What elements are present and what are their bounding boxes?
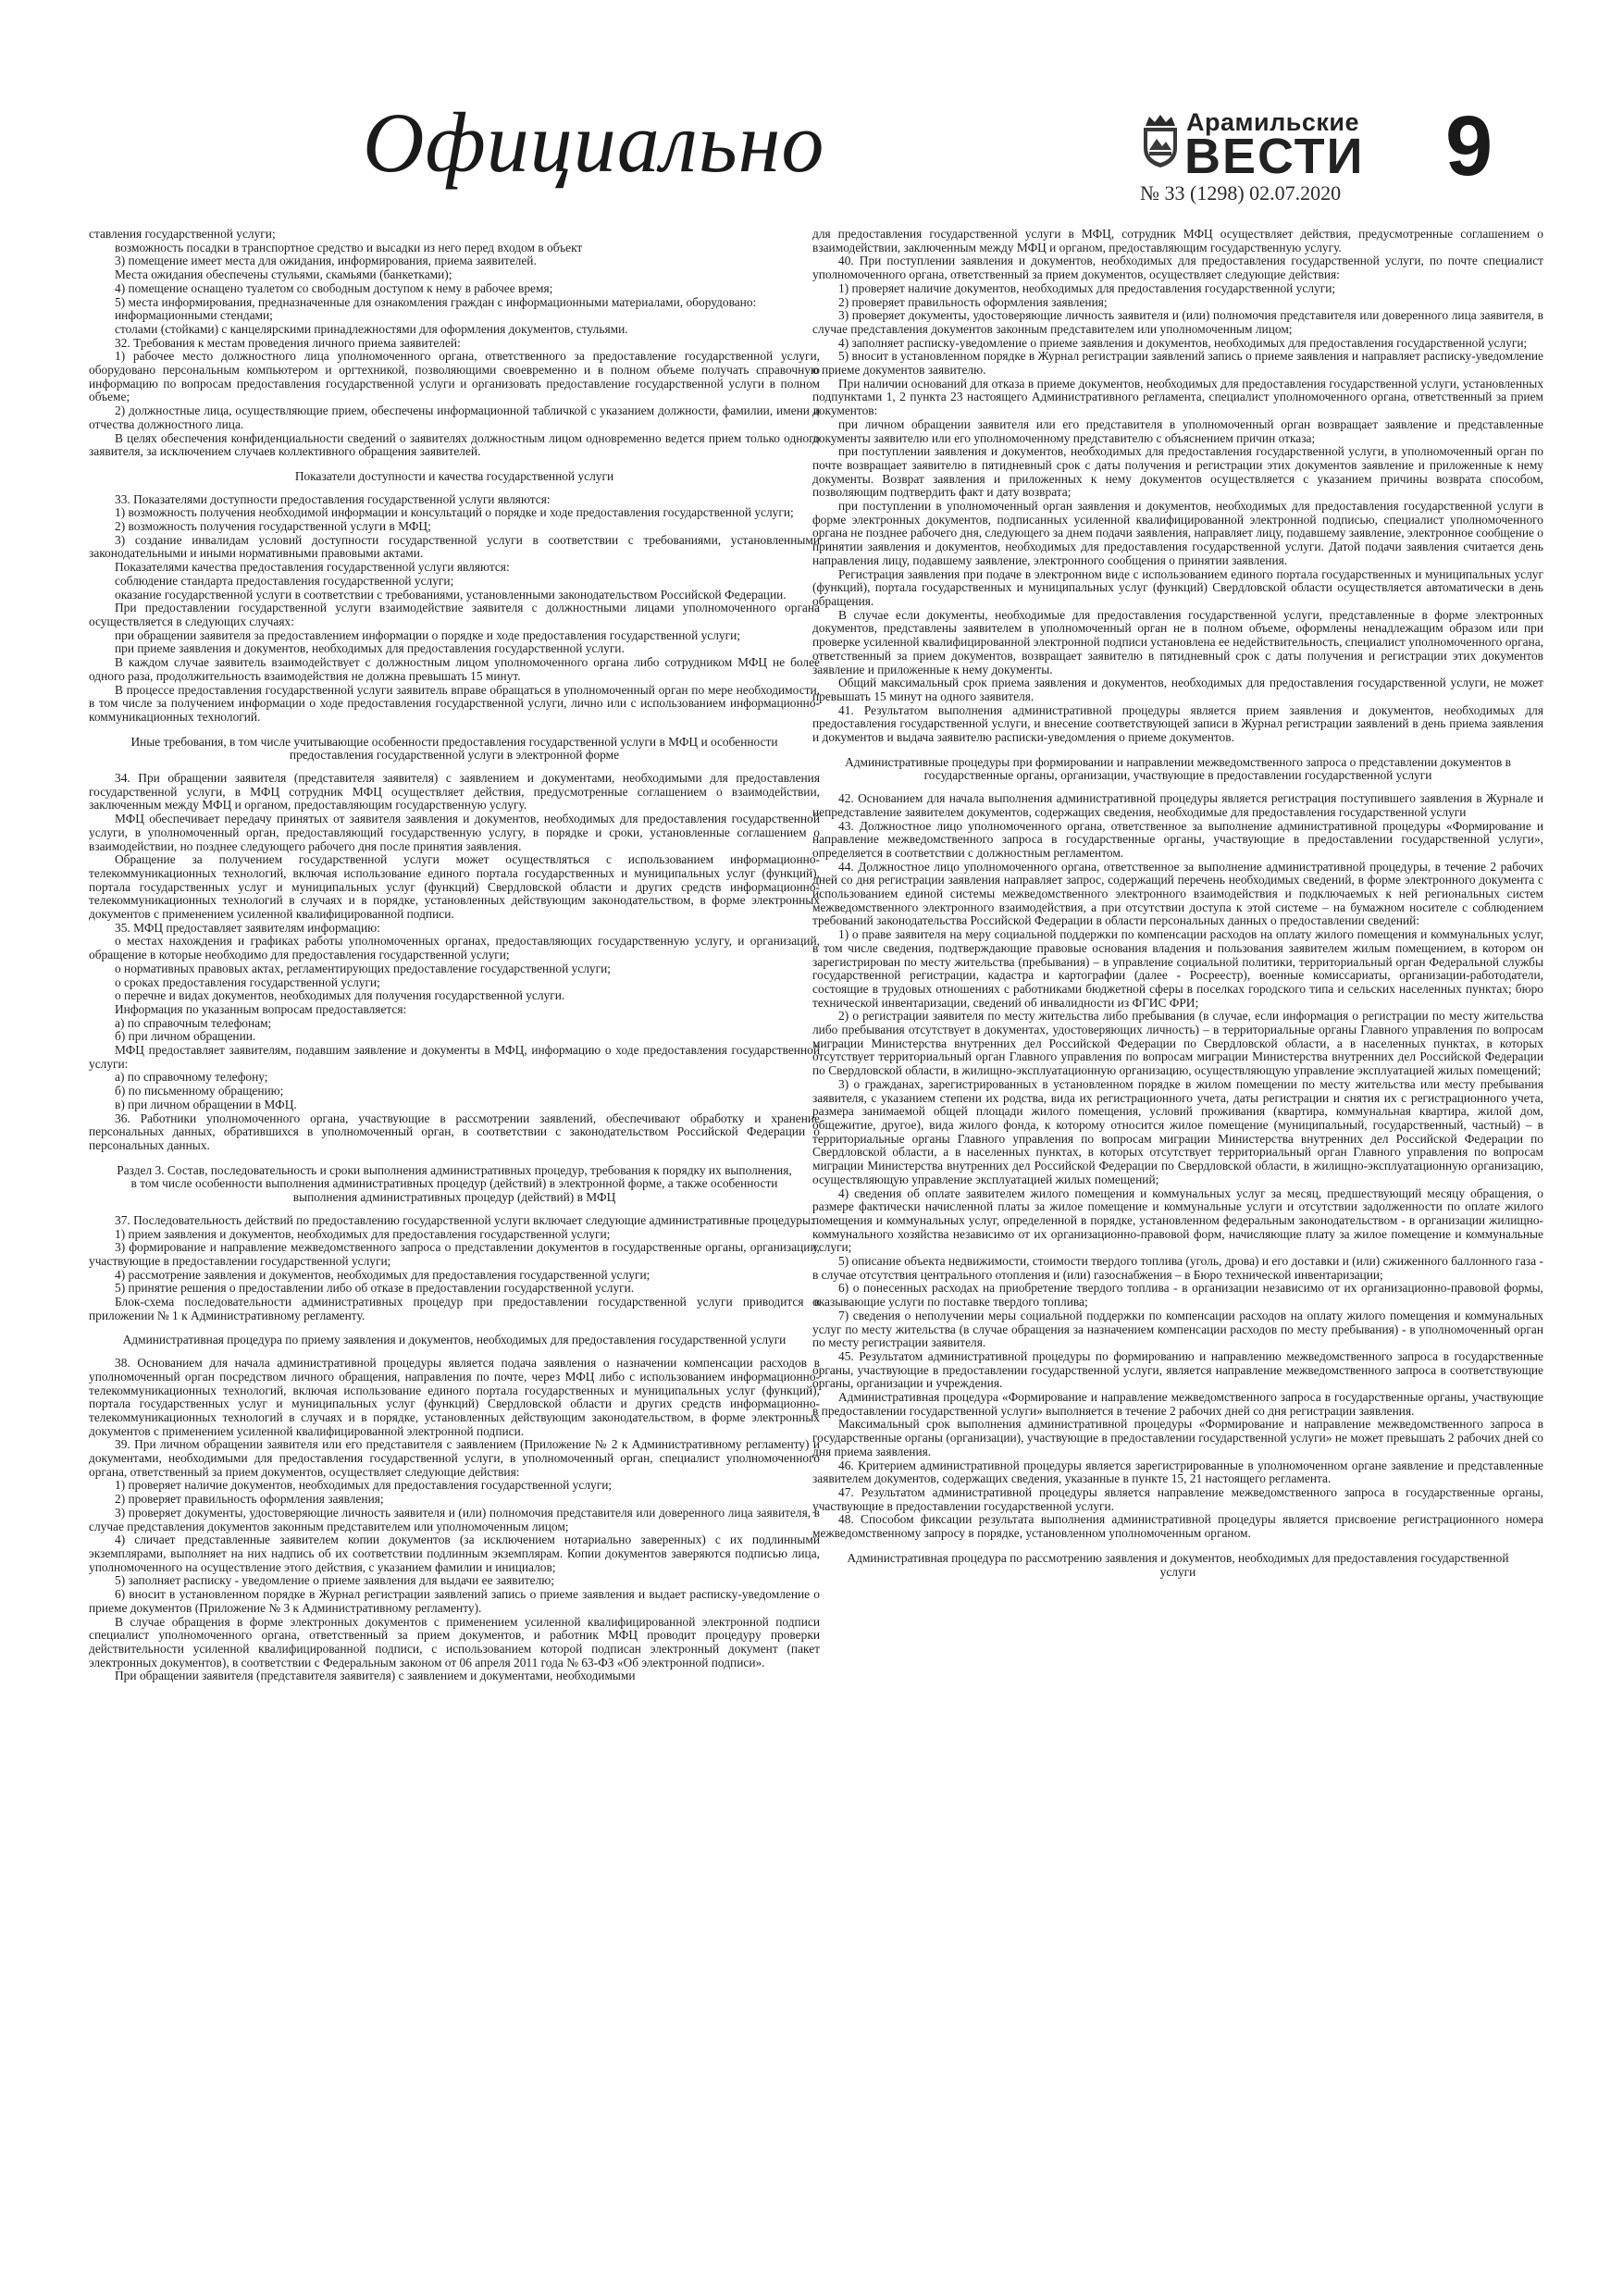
section-heading: Административная процедура по приему заявления и документов, необходимых для предоставления государственной услуги bbox=[122, 1333, 787, 1347]
paragraph: в) при личном обращении в МФЦ. bbox=[115, 1097, 297, 1111]
paragraph: 36. Работники уполномоченного органа, участвующие в рассмотрении заявлений, обеспечивают обработку и хранение персональных данных, обратившихся в уполномоченный орган, в соответствии с законодательством Российской Федерации о персональных данных. bbox=[89, 1111, 820, 1152]
left-column bbox=[89, 228, 820, 1683]
paragraph: информационными стендами; bbox=[115, 308, 273, 323]
paragraph: 4) помещение оснащено туалетом со свободным доступом к нему в рабочее время; bbox=[115, 280, 553, 295]
page-number: 9 bbox=[1445, 99, 1493, 193]
paragraph: 7) сведения о неполучении меры социальной поддержки по компенсации расходов на оплату жилого помещения и коммунальных услуг по месту жительства (в случае обращения за назначением компенсации расходов по месту пребывания) - в уполномоченный орган по месту регистрации заявителя. bbox=[812, 1308, 1543, 1350]
issue-number: № 33 (1298) 02.07.2020 bbox=[1140, 181, 1342, 205]
paragraph: 41. Результатом выполнения административной процедуры является прием заявления и документов, необходимых для предоставления государственной услуги, и внесение соответствующей записи в Журнал регистрации заявлений в день приема заявления и документов и выдача заявителю расписки-уведомления о приеме документов. bbox=[812, 702, 1543, 745]
paragraph: Максимальный срок выполнения административной процедуры «Формирование и направление межведомственного запроса в государственные органы (организации), участвующие в предоставлении государственной услуги» не может превышать 2 рабочих дней со дня приема заявления. bbox=[812, 1417, 1543, 1458]
paragraph: 2) возможность получения государственной услуги в МФЦ; bbox=[115, 519, 431, 534]
section-heading: Административные процедуры при формировании и направлении межведомственного запроса о представлении документов в государственные органы, организации, участвующие в предоставлении государственной услуги bbox=[845, 754, 1511, 783]
paragraph: 1) проверяет наличие документов, необходимых для предоставления государственной услуги; bbox=[838, 280, 1336, 295]
paragraph: о нормативных правовых актах, регламентирующих предоставление государственной услуги; bbox=[115, 961, 611, 975]
paragraph: 47. Результатом административной процедуры является направление межведомственного запроса в государственные органы, участвующие в предоставлении государственной услуги. bbox=[812, 1484, 1543, 1513]
paragraph: 48. Способом фиксации результата выполнения административной процедуры является присвоение регистрационного номера межведомственному запросу в порядке, установленном уполномоченным органом. bbox=[812, 1512, 1543, 1541]
paragraph: 5) описание объекта недвижимости, стоимости твердого топлива (уголь, дрова) и его доставки и (или) сжиженного баллонного газа - в случае отсутствия центрального отопления и (или) газоснабжения – в Бюро технической инвентаризации; bbox=[812, 1254, 1543, 1282]
paragraph: 1) возможность получения необходимой информации и консультаций о порядке и ходе предоставления государственной услуги; bbox=[115, 505, 794, 520]
paragraph: При наличии оснований для отказа в приеме документов, необходимых для предоставления государственной услуги, установленных подпунктами 1, 2 пункта 23 настоящего Административного регламента, специалист уполномоченного органа, ответственный за прием документов: bbox=[812, 376, 1543, 418]
paragraph: для предоставления государственной услуги в МФЦ, сотрудник МФЦ осуществляет действия, предусмотренные соглашением о взаимодействии, заключенным между МФЦ и органом, предоставляющим государственную услугу. bbox=[812, 227, 1543, 254]
paragraph: В процессе предоставления государственной услуги заявитель вправе обращаться в уполномоченный орган по мере необходимости, в том числе за получением информации о ходе предоставления государственной услуги, лично или с использованием информационно-коммуникационных технологий. bbox=[89, 682, 820, 724]
paragraph: б) при личном обращении. bbox=[115, 1029, 256, 1044]
paragraph: столами (стойками) с канцелярскими принадлежностями для оформления документов, стульями. bbox=[115, 321, 628, 336]
paragraph: В случае если документы, необходимые для предоставления государственной услуги, представленные в форме электронных документов, представлены заявителем в уполномоченный орган не в полном объеме, оформлены ненадлежащим образом или при проверке усиленной квалифицированной электронной подписи установлена ее недействительность, специалист уполномоченного органа, ответственный за прием документов, возвращает заявителю в пятидневный срок с даты получения и регистрации этих документов заявление и приложенные к нему документы. bbox=[812, 607, 1543, 676]
paragraph: о перечне и видах документов, необходимых для получения государственной услуги. bbox=[115, 988, 565, 1003]
paragraph: 1) рабочее место должностного лица уполномоченного органа, ответственного за предоставление государственной услуги, оборудовано персональным компьютером и оргтехникой, позволяющими своевременно и в полном объеме получать справочную информацию по вопросам предоставления государственной услуги и организовать предоставление государственной услуги в полном объеме; bbox=[89, 349, 820, 404]
paragraph: 46. Критерием административной процедуры является зарегистрированные в уполномоченном органе заявление и представленные заявителем документов, содержащих сведения, указанные в пункте 15, 21 настоящего регламента. bbox=[812, 1458, 1543, 1486]
paragraph: Места ожидания обеспечены стульями, скамьями (банкетками); bbox=[115, 267, 452, 282]
paragraph: Информация по указанным вопросам предоставляется: bbox=[115, 1001, 407, 1016]
paragraph: 3) проверяет документы, удостоверяющие личность заявителя и (или) полномочия представителя или доверенного лица заявителя, в случае представления документов законным представителем или уполномоченным лицом; bbox=[89, 1505, 820, 1533]
paragraph: 33. Показателями доступности предоставления государственной услуги являются: bbox=[115, 491, 551, 506]
paragraph: 43. Должностное лицо уполномоченного органа, ответственное за выполнение административной процедуры «Формирование и направление межведомственного запроса в государственные органы, участвующие в предоставлении государственной услуги», определяется в соответствии с должностным регламентом. bbox=[812, 818, 1543, 860]
page-header bbox=[0, 0, 1623, 215]
right-column bbox=[812, 228, 1543, 1588]
paragraph: 2) должностные лица, осуществляющие прием, обеспечены информационной табличкой с указанием должности, фамилии, имени и отчества должностного лица. bbox=[89, 403, 820, 431]
paragraph: при приеме заявления и документов, необходимых для предоставления государственной услуги. bbox=[115, 641, 625, 656]
paragraph: 6) о понесенных расходах на приобретение твердого топлива - в организации независимо от их организационно-правовой формы, оказывающие услуги по поставке твердого топлива; bbox=[812, 1281, 1543, 1309]
paragraph: При предоставлении государственной услуги взаимодействие заявителя с должностными лицами уполномоченного органа осуществляется в следующих случаях: bbox=[89, 601, 820, 628]
paragraph: оказание государственной услуги в соответствии с требованиями, установленными законодательством Российской Федерации. bbox=[115, 587, 787, 602]
paragraph: 2) проверяет правильность оформления заявления; bbox=[838, 294, 1108, 309]
paragraph: 2) проверяет правильность оформления заявления; bbox=[115, 1492, 384, 1507]
paragraph: 2) о регистрации заявителя по месту жительства либо пребывания (в случае, если информация о регистрации по месту жительства либо пребывания отсутствует в документах, удостоверяющих личность) – в территориальные органы Главного управления по вопросам миграции Министерства внутренних дел Российской Федерации по Свердловской области, а в населенных пунктах, в которых отсутствует территориальный орган Главного управления по вопросам миграции Министерства внутренних дел Российской Федерации по Свердловской области, в жилищно-эксплуатационную организацию, осуществляющую управление эксплуатацией жилых помещений; bbox=[812, 1009, 1543, 1078]
paragraph: соблюдение стандарта предоставления государственной услуги; bbox=[115, 573, 454, 588]
paragraph: возможность посадки в транспортное средство и высадки из него перед входом в объект bbox=[115, 240, 583, 254]
paragraph: б) по письменному обращению; bbox=[115, 1084, 284, 1098]
paragraph: о местах нахождения и графиках работы уполномоченных органах, предоставляющих государственную услугу, и организаций, обращение в которые необходимо для предоставления государственной услуги; bbox=[89, 934, 820, 962]
paragraph: 32. Требования к местам проведения личного приема заявителей: bbox=[115, 335, 461, 350]
paragraph: 35. МФЦ предоставляет заявителям информацию: bbox=[115, 920, 380, 935]
paragraph: 39. При личном обращении заявителя или его представителя с заявлением (Приложение № 2 к Административному регламенту) и документами, необходимыми для предоставления государственной услуги, в уполномоченный орган, специалист уполномоченного органа, ответственный за прием документов, осуществляет следующие действия: bbox=[89, 1437, 820, 1479]
paragraph: Регистрация заявления при подаче в электронном виде с использованием единого портала государственных и муниципальных услуг (функций), портала государственных и муниципальных услуг (функций) Свердловской области осуществляется автоматически в день обращения. bbox=[812, 566, 1543, 608]
paragraph: 1) о праве заявителя на меру социальной поддержки по компенсации расходов на оплату жилого помещения и коммунальных услуг, в том числе сведения, подтверждающие правовые основания владения и пользования заявителем жилым помещением, в котором он зарегистрирован по месту жительства (пребывания) – в управление социальной политики, территориальный орган Федеральной службы государственной регистрации, кадастра и картографии (далее - Росреестр), военные комиссариаты, организации-работодатели, состоящие в трудовых отношениях с работниками бюджетной сферы в поселках городского типа и сельских населенных пунктах; бюро технической инвентаризации, сведений об инвалидности из ФГИС ФРИ; bbox=[812, 927, 1543, 1010]
section-title: Официально bbox=[363, 95, 825, 190]
paragraph: при поступлении заявления и документов, необходимых для предоставления государственной услуги, в уполномоченный орган по почте возвращает заявителю в пятидневный срок с даты получения и регистрации этих документов заявление и приложенные к нему документы. Возврат заявления и приложенных к нему документов осуществляется с указанием причины возврата способом, позволяющим подтвердить факт и дату возврата; bbox=[812, 444, 1543, 500]
paragraph: 5) заполняет расписку - уведомление о приеме заявления для выдачи ее заявителю; bbox=[115, 1573, 554, 1588]
paragraph: 4) сличает представленные заявителем копии документов (за исключением нотариально заверенных) с их подлинными экземплярами, выполняет на них надпись об их соответствии подлинным экземплярам. Копии документов заверяются подписью лица, уполномоченного на осуществление этого действия, с указанием фамилии и инициалов; bbox=[89, 1533, 820, 1574]
paragraph: 4) заполняет расписку-уведомление о приеме заявления и документов, необходимых для предоставления государственной услуги; bbox=[838, 335, 1528, 350]
paragraph: 5) места информирования, предназначенные для ознакомления граждан с информационными материалами, оборудовано: bbox=[115, 294, 757, 309]
paragraph: 6) вносит в установленном порядке в Журнал регистрации заявлений запись о приеме заявления и выдает расписку-уведомление о приеме документов (Приложение № 3 к Административному регламенту). bbox=[89, 1587, 820, 1615]
section-heading: Показатели доступности и качества государственной услуги bbox=[294, 468, 614, 483]
crest-icon bbox=[1140, 113, 1181, 168]
paragraph: 34. При обращении заявителя (представителя заявителя) с заявлением и документами, необходимыми для предоставления государственной услуги, в МФЦ сотрудник МФЦ осуществляет действия, предусмотренные соглашением о взаимодействии, заключенным между МФЦ и органом, предоставляющим государственную услугу. bbox=[89, 771, 820, 813]
paragraph: Блок-схема последовательности административных процедур при предоставлении государственной услуги приводится в приложении № 1 к Административному регламенту. bbox=[89, 1295, 820, 1322]
section-heading: Раздел 3. Состав, последовательность и сроки выполнения административных процедур, требования к порядку их выполнения, в том числе особенности выполнения административных процедур (действий) в электронной форме, а также особенности выполнения административных процедур (действий) в МФЦ bbox=[117, 1162, 792, 1205]
paragraph: 4) сведения об оплате заявителем жилого помещения и коммунальных услуг за месяц, предшествующий месяцу обращения, о размере фактически начисленной платы за жилое помещение и коммунальные услуги и отсутствии задолженности по оплате жилого помещения и коммунальных услуг, определенной в порядке, установленном федеральным законодательством - в организации жилищно-коммунального хозяйства независимо от их организационно-правовой форм, начисляющие плату за жилое помещение и коммунальные услуги; bbox=[812, 1185, 1543, 1255]
paragraph: Обращение за получением государственной услуги может осуществляться с использованием информационно-телекоммуникационных технологий, включая использование единого портала государственных и муниципальных услуг (функций), портала государственных услуг и муниципальных услуг (функций) Свердловской области и других средств информационно-телекоммуникационных технологий в случаях и в порядке, установленных действующим законодательством, в форме электронных документов с применением усиленной квалифицированной подписи. bbox=[89, 852, 820, 922]
paragraph: 3) формирование и направление межведомственного запроса о представлении документов в государственные органы, организации, участвующие в предоставлении государственной услуги; bbox=[89, 1240, 820, 1268]
paragraph: В случае обращения в форме электронных документов с применением усиленной квалифицированной электронной подписи специалист уполномоченного органа, ответственный за прием документов, и работник МФЦ проводит процедуру проверки действительности усиленной квалифицированной подписи, с использованием которой подписан электронный документ (пакет электронных документов), в соответствии с Федеральным законом от 06 апреля 2011 года № 63-ФЗ «Об электронной подписи». bbox=[89, 1614, 820, 1669]
paragraph: при личном обращении заявителя или его представителя в уполномоченный орган возвращает заявление и представленные документы заявителю или его уполномоченному представителю с объяснением причин отказа; bbox=[812, 416, 1543, 445]
paragraph: При обращении заявителя (представителя заявителя) с заявлением и документами, необходимыми bbox=[115, 1669, 636, 1683]
brand-top: Арамильские bbox=[1186, 108, 1359, 136]
paragraph: Показателями качества предоставления государственной услуги являются: bbox=[115, 560, 510, 575]
paragraph: МФЦ обеспечивает передачу принятых от заявителя заявления и документов, необходимых для предоставления государственной услуги, в уполномоченный орган, предоставляющий государственную услугу, в порядке и сроки, установленные соглашением о взаимодействии, но позднее следующего рабочего дня после принятия заявления. bbox=[89, 812, 820, 853]
paragraph: 45. Результатом административной процедуры по формированию и направлению межведомственного запроса в государственные органы, участвующие в предоставлении государственной услуги, является направление межведомственного запроса в соответствующие органы, организации и учреждения. bbox=[812, 1348, 1543, 1391]
section-heading: Административная процедура по рассмотрению заявления и документов, необходимых для предоставления государственной услуги bbox=[847, 1550, 1509, 1579]
paragraph: Административная процедура «Формирование и направление межведомственного запроса в государственные органы, участвующие в предоставлении государственной услуги» выполняется в течение 2 рабочих дней со дня регистрации заявления. bbox=[812, 1390, 1543, 1418]
paragraph: ставления государственной услуги; bbox=[89, 227, 276, 241]
paragraph: 1) прием заявления и документов, необходимых для предоставления государственной услуги; bbox=[115, 1226, 611, 1241]
paragraph: 38. Основанием для начала административной процедуры является подача заявления о назначении компенсации расходов в уполномоченный орган посредством личного обращения, направления по почте, через МФЦ либо с использованием информационно-телекоммуникационных технологий, включая использование единого портала государственных и муниципальных услуг (функций), портала государственных услуг и муниципальных услуг (функций) Свердловской области и других средств информационно-телекоммуникационных технологий в случаях и в порядке, установленных действующим законодательством, в форме электронных документов с применением усиленной квалифицированной электронной подписи. bbox=[89, 1356, 820, 1438]
paragraph: 4) рассмотрение заявления и документов, необходимых для предоставления государственной услуги; bbox=[115, 1267, 650, 1282]
paragraph: Общий максимальный срок приема заявления и документов, необходимых для предоставления государственной услуги, не может превышать 15 минут на одного заявителя. bbox=[812, 676, 1543, 703]
paragraph: 3) о гражданах, зарегистрированных в установленном порядке в жилом помещении по месту жительства или месту пребывания заявителя, с указанием степени их родства, вида их регистрационного учета, даты регистрации и снятия их с регистрационного учета, размера занимаемой общей площади жилого помещения, условий проживания (квартира, коммунальная квартира, жилой дом, общежитие, другое), вида жилого фонда, к которому относится жилое помещение (муниципальный, государственный, частный) – в территориальные органы Главного управления по вопросам миграции Министерства внутренних дел Российской Федерации по Свердловской области, а в населенных пунктах, в которых отсутствует территориальный орган Главного управления по вопросам миграции Министерства внутренних дел Российской Федерации по Свердловской области, в жилищно-эксплуатационную организацию, осуществляющую управление эксплуатацией жилых помещений; bbox=[812, 1076, 1543, 1186]
paragraph: 42. Основанием для начала выполнения административной процедуры является регистрация поступившего заявления в Журнале и непредставление заявителем документов, содержащих сведения, необходимые для предоставления государственной услуги bbox=[812, 791, 1543, 819]
paragraph: 3) создание инвалидам условий доступности государственной услуги в соответствии с требованиями, установленными законодательными и иными нормативными правовыми актами. bbox=[89, 532, 820, 561]
paragraph: при обращении заявителя за предоставлением информации о порядке и ходе предоставления государственной услуги; bbox=[115, 627, 740, 642]
section-heading: Иные требования, в том числе учитывающие особенности предоставления государственной услуги в МФЦ и особенности предоставления государственной услуги в электронной форме bbox=[130, 734, 778, 763]
paragraph: 5) вносит в установленном порядке в Журнал регистрации заявлений запись о приеме заявления и направляет расписку-уведомление о приеме документов заявителю. bbox=[812, 349, 1543, 378]
paragraph: 40. При поступлении заявления и документов, необходимых для предоставления государственной услуги, по почте специалист уполномоченного органа, ответственный за прием документов, осуществляет следующие действия: bbox=[812, 254, 1543, 282]
paragraph: В целях обеспечения конфиденциальности сведений о заявителях должностным лицом одновременно ведется прием только одного заявителя, за исключением случаев коллективного обращения заявителей. bbox=[89, 430, 820, 459]
paragraph: 37. Последовательность действий по предоставлению государственной услуги включает следующие административные процедуры: bbox=[115, 1212, 814, 1227]
paragraph: 1) проверяет наличие документов, необходимых для предоставления государственной услуги; bbox=[115, 1478, 613, 1493]
paragraph: при поступлении в уполномоченный орган заявления и документов, необходимых для предоставления государственной услуги в форме электронных документов, подписанных усиленной квалифицированной электронной подписью, специалист уполномоченного органа не позднее рабочего дня, следующего за днем подачи заявления, направляет лицу, подавшему заявление, электронное сообщение о принятии заявления и документов, необходимых для предоставления государственной услуги. Датой подачи заявления считается день направления лицу, подавшему заявление, электронного сообщения о принятии заявления. bbox=[812, 499, 1543, 567]
brand-main: ВЕСТИ bbox=[1184, 129, 1365, 184]
paragraph: МФЦ предоставляет заявителям, подавшим заявление и документы в МФЦ, информацию о ходе предоставления государственной услуги: bbox=[89, 1043, 820, 1071]
paragraph: В каждом случае заявитель взаимодействует с должностным лицом уполномоченного органа либо сотрудником МФЦ не более одного раза, продолжительность взаимодействия не должна превышать 15 минут. bbox=[89, 655, 820, 683]
newspaper-logo bbox=[1140, 108, 1366, 184]
paragraph: 44. Должностное лицо уполномоченного органа, ответственное за выполнение административной процедуры, в течение 2 рабочих дней со дня регистрации заявления направляет запрос, содержащий перечень необходимых сведений, в форме электронного документа с использованием единой системы межведомственного электронного взаимодействия и подключаемых к ней региональных систем межведомственного электронного взаимодействия, а при отсутствии доступа к этой системе – на бумажном носителе с соблюдением требований законодательства Российской Федерации в области персональных данных о предоставлении сведений: bbox=[812, 859, 1543, 928]
paragraph: 3) помещение имеет места для ожидания, информирования, приема заявителей. bbox=[115, 254, 537, 268]
paragraph: а) по справочным телефонам; bbox=[115, 1015, 272, 1030]
paragraph: а) по справочному телефону; bbox=[115, 1070, 268, 1085]
paragraph: 5) принятие решения о предоставлении либо об отказе в предоставлении государственной услуги. bbox=[115, 1281, 635, 1296]
paragraph: о сроках предоставления государственной услуги; bbox=[115, 974, 380, 989]
paragraph: 3) проверяет документы, удостоверяющие личность заявителя и (или) полномочия представителя или доверенного лица заявителя, в случае представления документов законным представителем или уполномоченным лицом; bbox=[812, 308, 1543, 336]
